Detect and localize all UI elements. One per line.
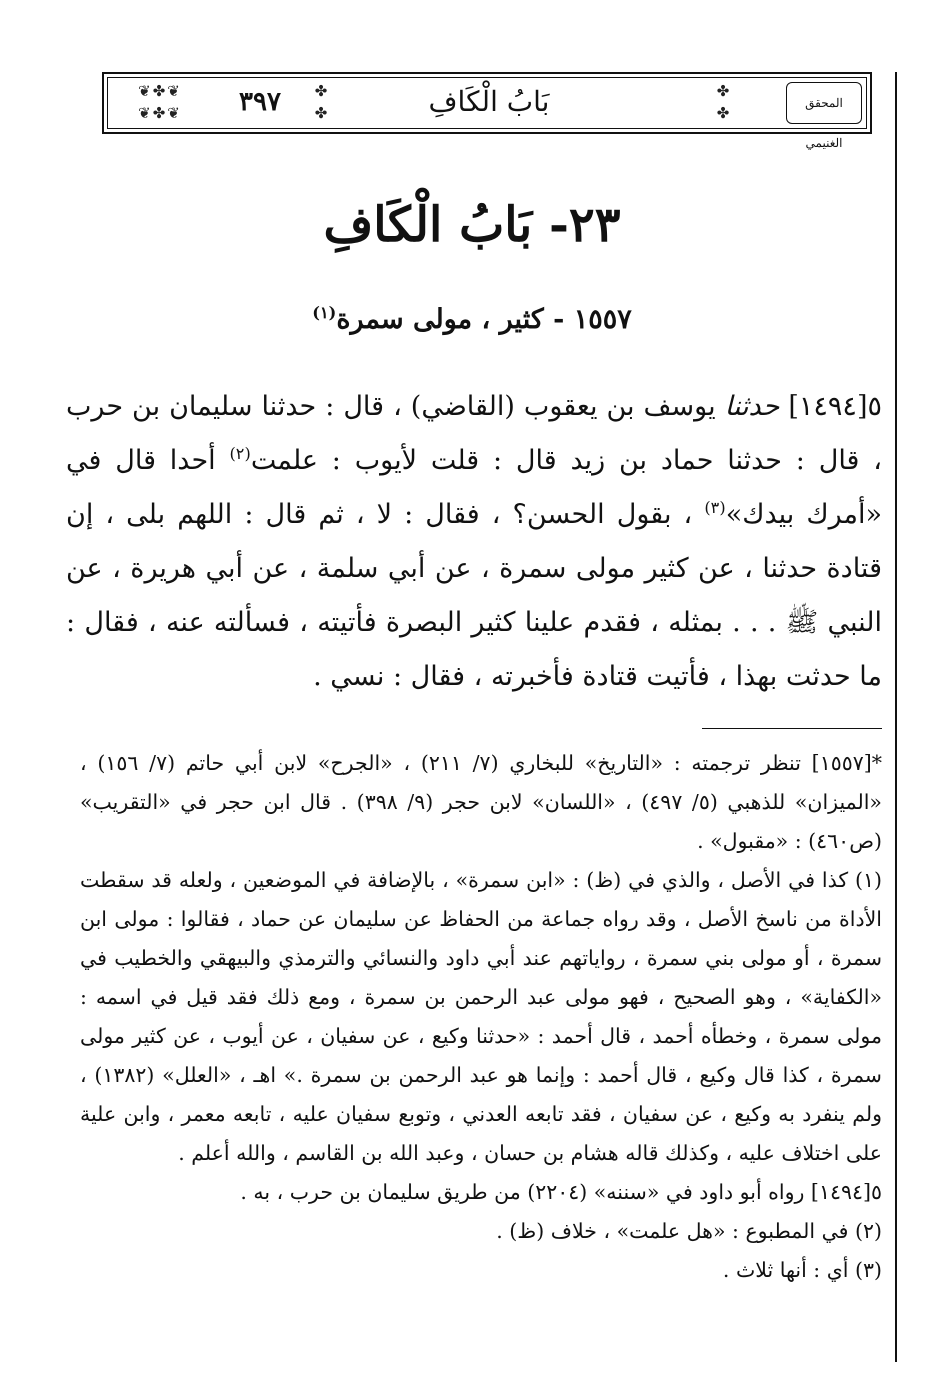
ornament-left-icon: ❦✤❦ ❦✤❦ [138,82,182,122]
ornament-mid-icon: ✤ ✤ [314,82,330,122]
page-number: ٣٩٧ [239,87,281,117]
chapter-title: ٢٣- بَابُ الْكَافِ [323,197,621,253]
footnote-separator [702,728,882,729]
margin-rule [895,72,897,1362]
running-title: بَابُ الْكَافِ [428,85,550,118]
entry-title [250,298,694,342]
footnote: (٣) أي : أنها ثلاث . [722,1258,882,1282]
footnote-ref: (١) [312,303,337,322]
footnotes [80,744,882,1290]
hadith-marker: ٥[١٤٩٤] [788,391,882,422]
footnote: (٢) في المطبوع : «هل علمت» ، خلاف (ظ) . [496,1219,882,1243]
hadith-lead: حدثنا [724,391,780,422]
logo-text: المحقق الغنيمي [805,96,843,150]
footnote-ref: (٣) [704,498,726,517]
footnote: *[١٥٥٧] تنظر ترجمته : «التاريخ» للبخاري (٧/ ٢١١) ، «الجرح» لابن أبي حاتم (٧/ ١٥٦) ، «الميزان» للذهبي (٥/ ٤٩٧) ، «اللسان» لابن حجر (٩/ ٣٩٨) . قال ابن حجر في «التقريب» (ص٤٦٠) : «مقبول» . [80,751,882,853]
hadith-part: يوسف بن يعقوب (القاضي) ، قال : حدثنا سليمان بن حرب ، قال : حدثنا حماد بن زيد قال : قلت لأيوب : علمت [66,391,882,476]
hadith-text [66,380,882,704]
hadith-paragraph [66,380,882,704]
hadith-part: أحدا قال في «أمرك بيدك» [66,445,882,530]
footnote: ٥[١٤٩٤] رواه أبو داود في «سننه» (٢٢٠٤) من طريق سليمان بن حرب ، به . [240,1180,882,1204]
running-header [102,72,872,150]
footnote: (١) كذا في الأصل ، والذي في (ظ) : «ابن سمرة» ، بالإضافة في الموضعين ، ولعله قد سقطت الأداة من ناسخ الأصل ، وقد رواه جماعة من الحفاظ عن سليمان عن حماد ، فقالوا : مولى ابن سمرة ، أو مولى بني سمرة ، رواياتهم عند أبي داود والنسائي والترمذي والبيهقي والخطيب في «الكفاية» ، وهو الصحيح ، فهو مولى عبد الرحمن بن سمرة ، ومع ذلك فقد قيل في اسمه : مولى سمرة ، وخطأه أحمد ، قال أحمد : «حدثنا وكيع ، عن سفيان ، عن أيوب ، عن كثير مولى سمرة ، كذا قال وكيع ، قال أحمد : وإنما هو عبد الرحمن بن سمرة .» اهـ ، «العلل» (١٣٨٢) ، ولم ينفرد به وكيع ، عن سفيان ، فقد تابعه العدني ، وتوبع سفيان عليه ، تابعه معمر ، وابن علية على اختلاف عليه ، وكذلك قاله هشام بن حسان ، وعبد الله بن القاسم ، والله أعلم . [80,868,882,1165]
ornament-mid-icon: ✤ ✤ [716,82,732,122]
hadith-part: ، بقول الحسن؟ ، فقال : لا ، ثم قال : اللهم بلى ، إن قتادة حدثنا ، عن كثير مولى سمرة ، عن أبي سلمة ، عن أبي هريرة ، عن النبي ﷺ . . . بمثله ، فقدم علينا كثير البصرة فأتيته ، فسألته عنه ، فقال : ما حدثت بهذا ، فأتيت قتادة فأخبرته ، فقال : نسي . [66,499,882,692]
footnote-ref: (٢) [229,444,251,463]
publisher-logo [786,82,862,150]
entry-title-text: ١٥٥٧ - كثير ، مولى سمرة [336,304,632,335]
